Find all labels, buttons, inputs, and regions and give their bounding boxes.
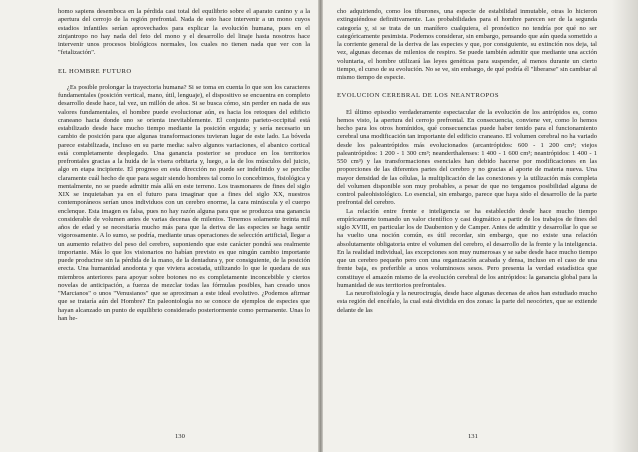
- right-paragraph-3: La neurofisiología y la neurocirugía, desde hace algunas decenas de años han estudiado mucho esta región del encéfalo, la cual está dividida en dos zonas: la parte del neocórtex, que se extiende delante de las: [337, 290, 597, 314]
- left-intro-paragraph: homo sapiens desemboca en la pérdida casi total del equilibrio sobre el aparato canino y a la apertura del cerrojo de la región prefrontal. Nada de esto hace intervenir a un mono cuyos estadios infantiles serían aprovechados para explicar la evolución humana, pues en el zinjantropo no hay nada del feto del mono y el desarrollo del linaje hasta nosotros hace intervenir unos procesos biológicos normales, los cuales no tienen nada que ver con la "fetalización".: [58, 8, 310, 57]
- left-paragraph-1: ¿Es posible prolongar la trayectoria humana? Si se toma en cuenta lo que son los caracteres fundamentales (posición vertical, mano, útil, lenguaje), el dispositivo se encuentra en completo desarrollo desde hace, tal vez, un millón de años. Si se busca cómo, sin perder en nada de sus valores fundamentales, el hombre puede evolucionar aún, es hacia los retoques del edificio craneano hacia donde uno se orienta inevitablemente. El conjunto parieto-occipital está estabilizado desde hace mucho tiempo mediante la posición erguida; y sería necesario un cambio de posición para que algunas transformaciones tuvieran lugar de este lado. La bóveda parece estabilizada, incluso en su parte media: salvo algunos variaciones, el abanico cortical está completamente desplegado. Una ganancia posterior se produce en los territorios prefrontales gracias a la huida de la visera orbitaria y, luego, a la de los músculos del juicio, algo en etapa incipiente. El progreso en esta dirección no puede ser indefinido y se percibe claramente cuál hecho de que para seguir siendo hombres tal como lo concebimos, fisiológica y mentalmente, no se puede admitir más allá en este terreno. Los trasmonares de fines del siglo XIX se inquietaban ya en el futuro para imaginar que a fines del siglo XX, nuestros contemporáneos serían unos individuos con un cerebro enorme, la cara minúscula y el cuerpo enclenque. Esta imagen es falsa, pues no hay razón alguna para que se produzca una ganancia considerable de volumen antes de varias decenas de milenios. Tenemos solamente treinta mil años de edad y se necesitaría mucho más para que la deriva de las especies se haga sentir vigorosamente. A lo sumo, se podría, mediante unas operaciones de selección artificial, llegar a un aumento relativo del peso del cerebro, suponiendo que este carácter pondrá sea realmente importante. Más lo que los visionarios no habían previsto es que ningún cambio importante puede producirse sin la pérdida de la mano, de la dentadura y, por consiguiente, de la posición erecta. Una humanidad anodonta y que viviera acostada, utilizando lo que le quedara de sus miembros anteriores para apoyar sobre botones no es completamente inconcebible y ciertos novelas de anticipación, a fuerza de mezclar todas las fórmulas posibles, han creado unos "Marcianos" o unos "Venusianos" que se aproximan a este ideal evolutivo. ¿Podemos afirmar que se trataría aún del Hombre? En paleontología no se conoce de ejemplos de especies que hayan alcanzado un punto de equilibrio considerado posteriormente como permanente. Unas lo han he-: [58, 83, 310, 322]
- page-edge-shadow: [612, 0, 638, 452]
- right-paragraph-2: La relación entre frente e inteligencia se ha establecido desde hace mucho tiempo empíricamente tomando un valor científico y casi dogmático a partir de los trabajos de fines del siglo XVIII, en particular los de Daubenton y de Camper. Antes de admitir y desarrollar lo que se ha vuelto una noción común, es útil recordar, sin embargo, que no existe una relación absolutamente obligatoria entre el volumen del cerebro, el desarrollo de la frente y la inteligencia. En la realidad individual, las excepciones son muy numerosas y se sabe desde hace mucho tiempo que un cerebro pequeño pero con una organización acabada y densa, incluso en el caso de una frente baja, es preferible a unos voluminosos sesos. Pero presenta la verdad estadística que constituye el amazón mismo de la evolución cerebral de los antrópidos: la ganancia global para la humanidad de sus territorios prefrontales.: [337, 207, 597, 289]
- right-paragraph-1: El último episodio verdaderamente espectacular de la evolución de los antrópidos es, como hemos visto, la apertura del cerrojo prefrontal. En consecuencia, conviene ver, como lo hemos hecho para los otros homínidos, qué consecuencias puede haber tenido para el funcionamiento cerebral una modificación tan importante del edificio craneano. El volumen cerebral no ha variado desde los paleantrópidos más evolucionados (arcantrópidos: 600 - 1 200 cm³; viejos paleantrópidos: 1 200 - 1 300 cm³; neanderthalenses: 1 400 - 1 600 cm³; neantrópidos: 1 400 - 1 550 cm³) y las transformaciones esenciales han debido hacerse por modificaciones en las proporciones de las diferentes partes del cerebro y no gracias al aporte de materia nueva. Una mayor densidad de las células, la multiplicación de las conexiones y la utilización más completa del volumen disponible son muy probables, a pesar de que no tengamos posibilidad alguna de control paleohistológico. Lo esencial, sin embargo, parece que haya sido el desarrollo de la parte prefrontal del cerebro.: [337, 108, 597, 207]
- right-page: [337, 8, 597, 315]
- book-gutter: [318, 0, 323, 452]
- right-section-heading: EVOLUCION CEREBRAL DE LOS NEANTROPOS: [337, 92, 500, 100]
- left-section-heading: EL HOMBRE FUTURO: [58, 67, 132, 75]
- left-page: [58, 8, 310, 323]
- left-page-number: 130: [175, 433, 185, 440]
- right-page-number: 131: [468, 433, 478, 440]
- right-intro-paragraph: cho adquiriendo, como los tiburones, una especie de estabilidad inmutable, otras lo hicieron extinguiéndose definitivamente. Las probabilidades para el hombre parecen ser de la segunda categoría y, si se trata de un manífero cualquiera, el pronóstico no tendría por qué no ser categóricamente pesimista. Podemos considerar, sin embargo, pensando que aún queda sometido a la corriente general de la deriva de las especies y que, por consiguiente, su extinción nos deja, tal vez, algunas decenas de milenios de respiro. Se puede también admitir que mediante una acción voluntaria, el hombre utilizará las leyes genéticas para suspender, al menos durante un cierto tiempo, el curso de su evolución. No se ve, sin embargo, de qué podría él "liberarse" sin cambiar al mismo tiempo de especie.: [337, 8, 597, 81]
